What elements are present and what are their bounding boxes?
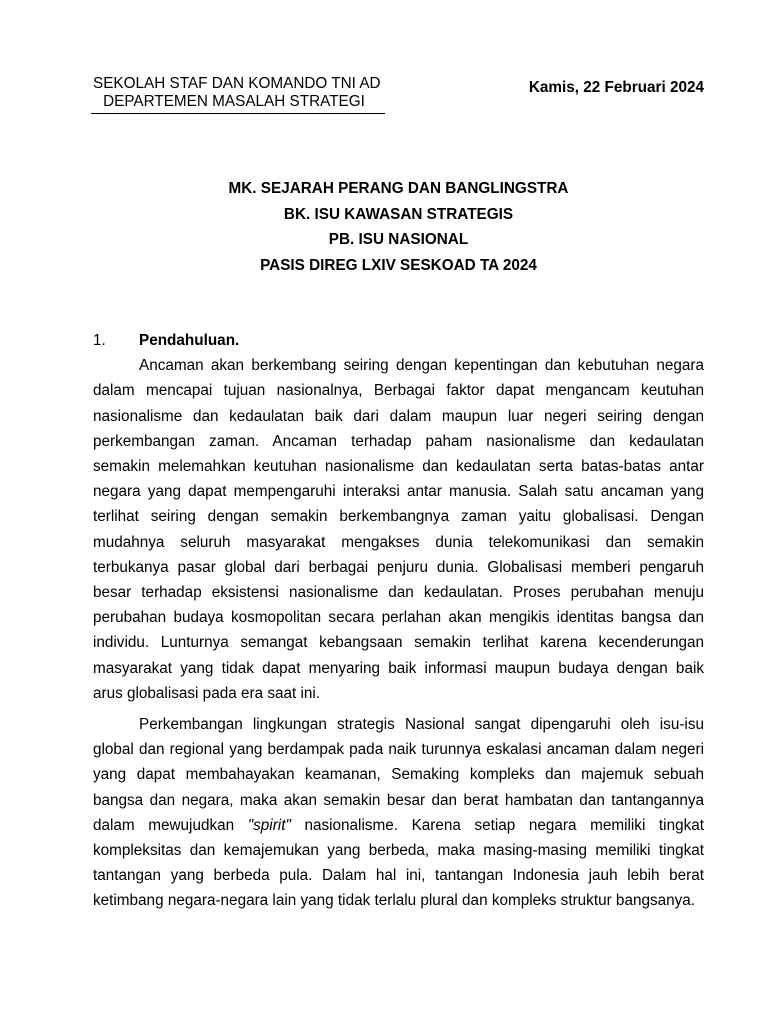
paragraph-line: besar terhadap eksistensi nasionalisme dan kedaulatan. Proses perubahan menuju (93, 584, 704, 602)
document-date: Kamis, 22 Februari 2024 (528, 79, 704, 96)
paragraph-line: Ancaman akan berkembang seiring dengan kepentingan dan kebutuhan negara (139, 357, 704, 375)
paragraph-line: mudahnya seluruh masyarakat mengakses dunia telekomunikasi dan semakin (93, 533, 704, 551)
paragraph-line: negara yang dapat mempengaruhi interaksi antar manusia. Salah satu ancaman yang (93, 483, 704, 501)
paragraph-line: individu. Lunturnya semangat kebangsaan semakin terlihat karena kecenderungan (93, 634, 704, 652)
paragraph-line: perubahan budaya kosmopolitan secara perlahan akan mengikis identitas bangsa dan (93, 609, 704, 627)
document-title-block (93, 176, 704, 278)
line-text: dalam mewujudkan (93, 816, 248, 834)
paragraph-line: bangsa dan negara, maka akan semakin besar dan berat hambatan dan tantangannya (93, 791, 704, 809)
section-title: Pendahuluan. (139, 332, 240, 349)
paragraph-line: terbukanya pasar global dari berbagai penjuru dunia. Globalisasi memberi pengaruh (93, 558, 704, 576)
paragraph-line: yang dapat membahayakan keamanan, Semaking kompleks dan majemuk sebuah (93, 766, 704, 784)
paragraph-line: terlihat seiring dengan semakin berkembangnya zaman yaitu globalisasi. Dengan (93, 508, 704, 526)
paragraph-line: arus globalisasi pada era saat ini. (93, 684, 321, 702)
section-number: 1. (93, 332, 106, 349)
paragraph-line: perkembangan zaman. Ancaman terhadap paham nasionalisme dan kedaulatan (93, 432, 704, 450)
paragraph-line: dalam mencapai tujuan nasionalnya, Berbagai faktor dapat mengancam keutuhan (93, 382, 704, 400)
paragraph-2 (93, 712, 704, 914)
paragraph-line (93, 813, 704, 838)
paragraph-line: tantangan yang berbeda pula. Dalam hal ini, tantangan Indonesia jauh lebih berat (93, 867, 704, 885)
line-text: nasionalisme. Karena setiap negara memiliki tingkat (290, 816, 705, 834)
paragraph-line: nasionalisme dan kedaulatan baik dari dalam maupun luar negeri seiring dengan (93, 407, 704, 425)
paragraph-line: semakin melemahkan keutuhan nasionalisme dan kedaulatan serta batas-batas antar (93, 458, 704, 476)
paragraph-line: masyarakat yang tidak dapat menyaring baik informasi maupun budaya dengan baik (93, 659, 704, 677)
institution-header (91, 75, 385, 114)
course-title: MK. SEJARAH PERANG DAN BANGLINGSTRA (228, 180, 569, 197)
topic-title: PB. ISU NASIONAL (328, 231, 469, 249)
paragraph-1 (93, 353, 704, 706)
subject-title: BK. ISU KAWASAN STRATEGIS (283, 205, 514, 223)
paragraph-line: ketimbang negara-negara lain yang tidak terlalu plural dan kompleks struktur bangsanya. (93, 892, 696, 910)
class-title: PASIS DIREG LXIV SESKOAD TA 2024 (260, 256, 537, 274)
department-name: DEPARTEMEN MASALAH STRATEGI (103, 93, 365, 110)
paragraph-line: global dan regional yang berdampak pada naik turunnya eskalasi ancaman dalam negeri (93, 741, 704, 759)
paragraph-line: kompleksitas dan kemajemukan yang berbeda, maka masing-masing memiliki tingkat (93, 842, 704, 860)
institution-name: SEKOLAH STAF DAN KOMANDO TNI AD (93, 75, 381, 92)
document-body (93, 328, 704, 914)
section-heading (93, 328, 704, 353)
emphasized-word: "spirit" (247, 816, 291, 834)
paragraph-line: Perkembangan lingkungan strategis Nasional sangat dipengaruhi oleh isu-isu (139, 716, 704, 734)
